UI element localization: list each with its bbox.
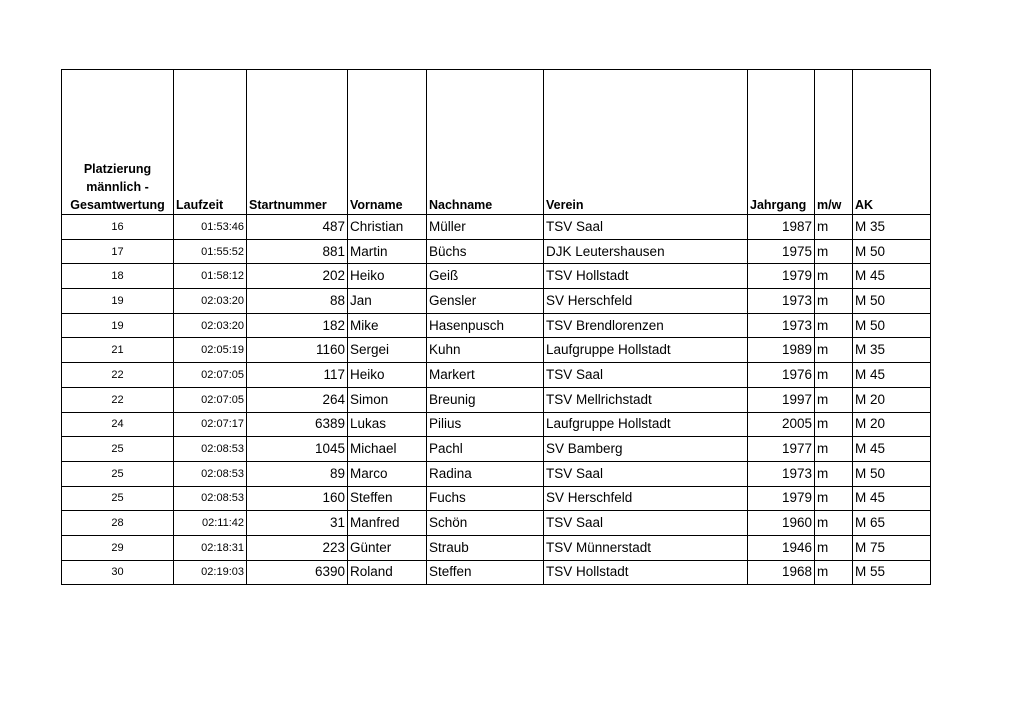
cell-club: Laufgruppe Hollstadt bbox=[544, 412, 748, 437]
cell-ageclass: M 50 bbox=[853, 239, 931, 264]
cell-lastname: Steffen bbox=[427, 560, 544, 585]
cell-year: 1987 bbox=[748, 215, 815, 240]
header-row bbox=[62, 70, 931, 215]
cell-gender: m bbox=[815, 239, 853, 264]
cell-bib: 31 bbox=[247, 511, 348, 536]
cell-ageclass: M 65 bbox=[853, 511, 931, 536]
cell-lastname: Radina bbox=[427, 461, 544, 486]
cell-bib: 881 bbox=[247, 239, 348, 264]
cell-year: 1997 bbox=[748, 387, 815, 412]
cell-bib: 6389 bbox=[247, 412, 348, 437]
cell-ageclass: M 45 bbox=[853, 264, 931, 289]
cell-gender: m bbox=[815, 215, 853, 240]
cell-gender: m bbox=[815, 560, 853, 585]
cell-gender: m bbox=[815, 387, 853, 412]
cell-ageclass: M 45 bbox=[853, 363, 931, 388]
cell-gender: m bbox=[815, 412, 853, 437]
cell-bib: 117 bbox=[247, 363, 348, 388]
cell-ageclass: M 20 bbox=[853, 387, 931, 412]
cell-lastname: Pachl bbox=[427, 437, 544, 462]
results-table bbox=[61, 69, 931, 585]
cell-firstname: Heiko bbox=[348, 363, 427, 388]
cell-ageclass: M 50 bbox=[853, 313, 931, 338]
cell-time: 02:03:20 bbox=[174, 289, 247, 314]
cell-firstname: Michael bbox=[348, 437, 427, 462]
cell-place: 25 bbox=[62, 461, 174, 486]
cell-lastname: Gensler bbox=[427, 289, 544, 314]
cell-place: 30 bbox=[62, 560, 174, 585]
cell-club: Laufgruppe Hollstadt bbox=[544, 338, 748, 363]
cell-time: 02:05:19 bbox=[174, 338, 247, 363]
cell-place: 16 bbox=[62, 215, 174, 240]
cell-time: 01:55:52 bbox=[174, 239, 247, 264]
header-time: Laufzeit bbox=[174, 70, 247, 215]
cell-ageclass: M 45 bbox=[853, 486, 931, 511]
cell-year: 1968 bbox=[748, 560, 815, 585]
cell-year: 2005 bbox=[748, 412, 815, 437]
cell-club: TSV Saal bbox=[544, 363, 748, 388]
cell-gender: m bbox=[815, 437, 853, 462]
cell-lastname: Hasenpusch bbox=[427, 313, 544, 338]
cell-club: SV Herschfeld bbox=[544, 486, 748, 511]
cell-bib: 202 bbox=[247, 264, 348, 289]
table-row bbox=[62, 486, 931, 511]
cell-lastname: Straub bbox=[427, 535, 544, 560]
cell-time: 02:11:42 bbox=[174, 511, 247, 536]
table-row bbox=[62, 239, 931, 264]
cell-firstname: Lukas bbox=[348, 412, 427, 437]
header-place: Platzierung männlich - Gesamtwertung bbox=[62, 70, 174, 215]
cell-ageclass: M 35 bbox=[853, 338, 931, 363]
cell-lastname: Büchs bbox=[427, 239, 544, 264]
cell-place: 19 bbox=[62, 289, 174, 314]
table-row bbox=[62, 511, 931, 536]
cell-club: TSV Brendlorenzen bbox=[544, 313, 748, 338]
cell-firstname: Christian bbox=[348, 215, 427, 240]
table-row bbox=[62, 313, 931, 338]
cell-bib: 1045 bbox=[247, 437, 348, 462]
cell-time: 01:58:12 bbox=[174, 264, 247, 289]
cell-gender: m bbox=[815, 338, 853, 363]
cell-club: TSV Hollstadt bbox=[544, 560, 748, 585]
cell-lastname: Kuhn bbox=[427, 338, 544, 363]
cell-bib: 1160 bbox=[247, 338, 348, 363]
cell-year: 1975 bbox=[748, 239, 815, 264]
cell-year: 1989 bbox=[748, 338, 815, 363]
table-row bbox=[62, 461, 931, 486]
cell-club: SV Herschfeld bbox=[544, 289, 748, 314]
cell-lastname: Fuchs bbox=[427, 486, 544, 511]
cell-firstname: Mike bbox=[348, 313, 427, 338]
cell-year: 1979 bbox=[748, 486, 815, 511]
table-row bbox=[62, 535, 931, 560]
cell-time: 01:53:46 bbox=[174, 215, 247, 240]
cell-year: 1979 bbox=[748, 264, 815, 289]
cell-place: 25 bbox=[62, 437, 174, 462]
cell-firstname: Günter bbox=[348, 535, 427, 560]
cell-year: 1976 bbox=[748, 363, 815, 388]
cell-gender: m bbox=[815, 511, 853, 536]
table-row bbox=[62, 387, 931, 412]
cell-bib: 89 bbox=[247, 461, 348, 486]
table-row bbox=[62, 363, 931, 388]
cell-club: TSV Saal bbox=[544, 461, 748, 486]
cell-year: 1973 bbox=[748, 461, 815, 486]
cell-time: 02:18:31 bbox=[174, 535, 247, 560]
cell-gender: m bbox=[815, 313, 853, 338]
table-row bbox=[62, 338, 931, 363]
cell-time: 02:07:05 bbox=[174, 363, 247, 388]
cell-ageclass: M 50 bbox=[853, 289, 931, 314]
header-ageclass: AK bbox=[853, 70, 931, 215]
cell-place: 19 bbox=[62, 313, 174, 338]
cell-bib: 223 bbox=[247, 535, 348, 560]
cell-place: 18 bbox=[62, 264, 174, 289]
cell-bib: 264 bbox=[247, 387, 348, 412]
cell-time: 02:07:05 bbox=[174, 387, 247, 412]
cell-firstname: Marco bbox=[348, 461, 427, 486]
cell-lastname: Markert bbox=[427, 363, 544, 388]
cell-lastname: Geiß bbox=[427, 264, 544, 289]
cell-gender: m bbox=[815, 363, 853, 388]
table-row bbox=[62, 264, 931, 289]
cell-lastname: Pilius bbox=[427, 412, 544, 437]
cell-ageclass: M 50 bbox=[853, 461, 931, 486]
cell-lastname: Müller bbox=[427, 215, 544, 240]
table-row bbox=[62, 437, 931, 462]
cell-bib: 88 bbox=[247, 289, 348, 314]
header-firstname: Vorname bbox=[348, 70, 427, 215]
cell-club: TSV Saal bbox=[544, 511, 748, 536]
cell-bib: 487 bbox=[247, 215, 348, 240]
cell-gender: m bbox=[815, 264, 853, 289]
cell-gender: m bbox=[815, 461, 853, 486]
cell-bib: 160 bbox=[247, 486, 348, 511]
header-bib: Startnummer bbox=[247, 70, 348, 215]
cell-firstname: Heiko bbox=[348, 264, 427, 289]
cell-year: 1960 bbox=[748, 511, 815, 536]
results-body bbox=[62, 215, 931, 585]
cell-club: TSV Hollstadt bbox=[544, 264, 748, 289]
table-row bbox=[62, 412, 931, 437]
cell-club: DJK Leutershausen bbox=[544, 239, 748, 264]
cell-place: 22 bbox=[62, 363, 174, 388]
cell-gender: m bbox=[815, 486, 853, 511]
cell-firstname: Roland bbox=[348, 560, 427, 585]
cell-gender: m bbox=[815, 289, 853, 314]
cell-ageclass: M 20 bbox=[853, 412, 931, 437]
cell-club: TSV Saal bbox=[544, 215, 748, 240]
cell-year: 1973 bbox=[748, 289, 815, 314]
cell-time: 02:08:53 bbox=[174, 437, 247, 462]
cell-place: 29 bbox=[62, 535, 174, 560]
cell-time: 02:08:53 bbox=[174, 486, 247, 511]
header-gender: m/w bbox=[815, 70, 853, 215]
cell-time: 02:19:03 bbox=[174, 560, 247, 585]
cell-firstname: Simon bbox=[348, 387, 427, 412]
cell-ageclass: M 45 bbox=[853, 437, 931, 462]
cell-firstname: Martin bbox=[348, 239, 427, 264]
cell-place: 28 bbox=[62, 511, 174, 536]
cell-ageclass: M 55 bbox=[853, 560, 931, 585]
cell-year: 1977 bbox=[748, 437, 815, 462]
cell-time: 02:08:53 bbox=[174, 461, 247, 486]
table-row bbox=[62, 289, 931, 314]
cell-time: 02:03:20 bbox=[174, 313, 247, 338]
cell-place: 17 bbox=[62, 239, 174, 264]
cell-ageclass: M 75 bbox=[853, 535, 931, 560]
cell-club: TSV Münnerstadt bbox=[544, 535, 748, 560]
cell-club: TSV Mellrichstadt bbox=[544, 387, 748, 412]
cell-firstname: Steffen bbox=[348, 486, 427, 511]
cell-lastname: Breunig bbox=[427, 387, 544, 412]
cell-bib: 6390 bbox=[247, 560, 348, 585]
cell-gender: m bbox=[815, 535, 853, 560]
cell-ageclass: M 35 bbox=[853, 215, 931, 240]
cell-place: 25 bbox=[62, 486, 174, 511]
cell-time: 02:07:17 bbox=[174, 412, 247, 437]
cell-year: 1973 bbox=[748, 313, 815, 338]
header-lastname: Nachname bbox=[427, 70, 544, 215]
cell-firstname: Sergei bbox=[348, 338, 427, 363]
cell-place: 21 bbox=[62, 338, 174, 363]
cell-place: 24 bbox=[62, 412, 174, 437]
cell-year: 1946 bbox=[748, 535, 815, 560]
table-row bbox=[62, 560, 931, 585]
cell-lastname: Schön bbox=[427, 511, 544, 536]
table-row bbox=[62, 215, 931, 240]
cell-bib: 182 bbox=[247, 313, 348, 338]
header-club: Verein bbox=[544, 70, 748, 215]
header-year: Jahrgang bbox=[748, 70, 815, 215]
cell-firstname: Jan bbox=[348, 289, 427, 314]
cell-firstname: Manfred bbox=[348, 511, 427, 536]
cell-club: SV Bamberg bbox=[544, 437, 748, 462]
cell-place: 22 bbox=[62, 387, 174, 412]
